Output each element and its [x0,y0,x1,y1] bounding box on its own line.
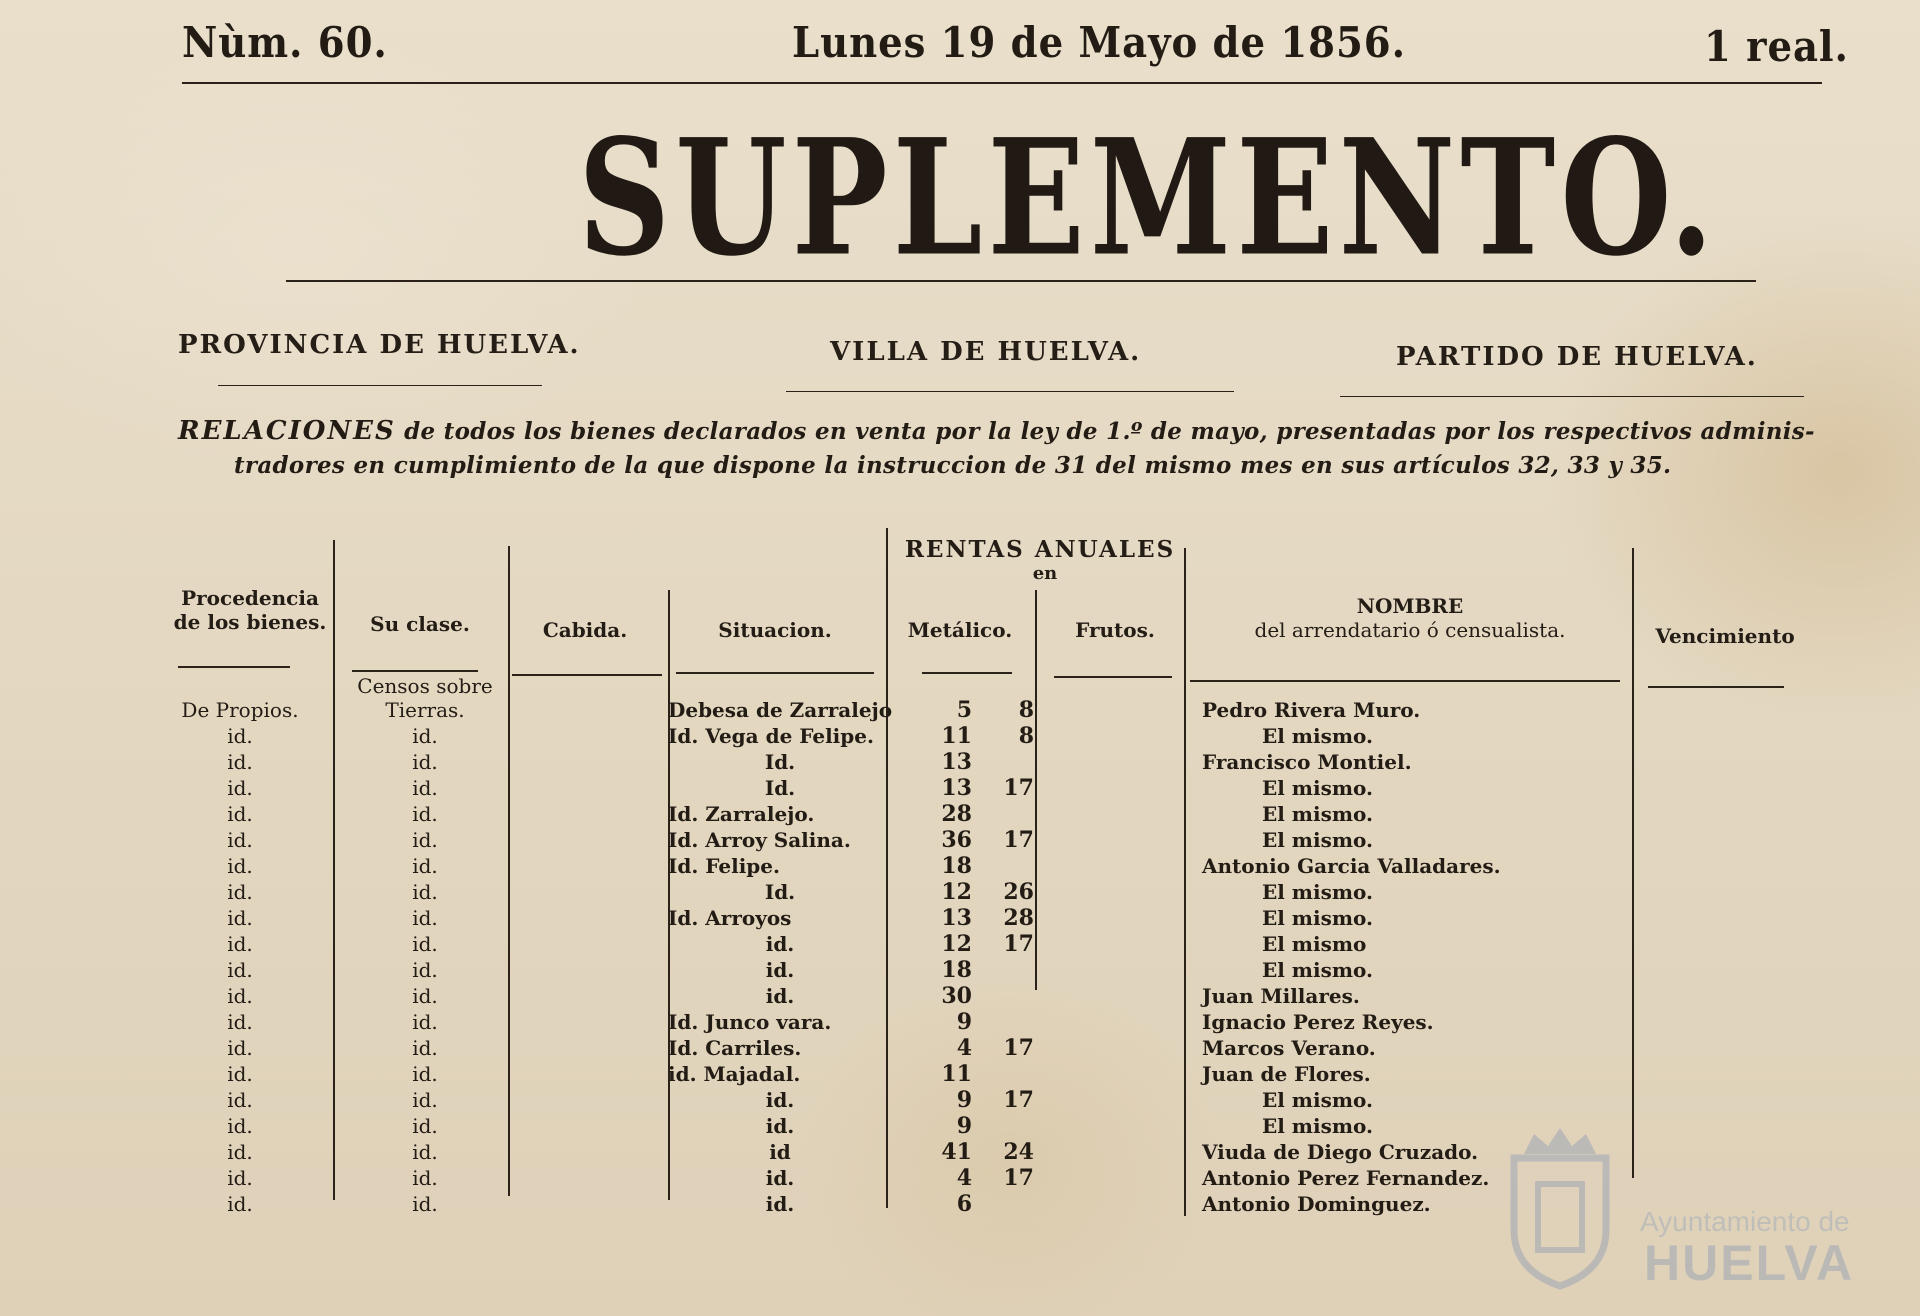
row-nombre: Antonio Perez Fernandez. [1202,1166,1490,1190]
row-metalico: 11 [941,723,972,749]
row-nombre: Antonio Dominguez. [1202,1192,1431,1216]
row-procedencia: id. [227,724,253,748]
row-procedencia: id. [227,932,253,956]
row-metalico: 5 [956,697,972,723]
row-metalico: 9 [956,1087,972,1113]
row-clase: id. [412,1010,438,1034]
header-procedencia [170,586,330,634]
row-nombre: El mismo. [1262,776,1373,800]
villa-heading: VILLA DE HUELVA. [830,337,1142,367]
watermark-line1: Ayuntamiento de [1640,1206,1850,1237]
clase-note-line2: Tierras. [385,698,465,722]
row-procedencia: id. [227,1036,253,1060]
provincia-heading: PROVINCIA DE HUELVA. [178,330,581,360]
header-underline [1054,676,1172,678]
header-situacion: Situacion. [718,618,832,642]
row-procedencia: id. [227,1010,253,1034]
row-procedencia: id. [227,776,253,800]
row-situacion: Id. Junco vara. [668,1010,832,1034]
header-underline [352,670,478,672]
row-procedencia: id. [227,1140,253,1164]
header-underline [178,666,290,668]
intro-paragraph [178,414,1838,483]
row-situacion: Id. [764,880,796,904]
row-situacion: Id. Carriles. [668,1036,802,1060]
row-situacion: id. Majadal. [668,1062,801,1086]
row-situacion: id. [765,932,795,956]
header-underline [676,672,874,674]
header-clase: Su clase. [370,612,470,636]
row-metalico-fraction: 8 [1018,697,1034,723]
column-divider [1632,548,1634,1178]
header-cabida: Cabida. [542,618,628,642]
header-nombre-line1: NOMBRE [1356,594,1464,618]
row-procedencia: id. [227,802,253,826]
row-nombre: El mismo. [1262,958,1373,982]
header-underline [1190,680,1620,682]
row-nombre: El mismo. [1262,802,1373,826]
row-metalico: 11 [941,1061,972,1087]
row-nombre: Francisco Montiel. [1202,750,1412,774]
header-rentas-line1: RENTAS ANUALES [904,536,1176,563]
header-procedencia-line2: de los bienes. [173,610,327,634]
row-procedencia: id. [227,984,253,1008]
intro-line-2: tradores en cumplimiento de la que dispone la instruccion de 31 del mismo mes en sus artículos 32, 33 y 35. [234,452,1672,479]
row-clase: id. [412,750,438,774]
row-clase: id. [412,1036,438,1060]
header-rentas [880,538,1200,586]
row-nombre: El mismo. [1262,906,1373,930]
row-nombre: Juan Millares. [1202,984,1360,1008]
row-metalico: 9 [956,1009,972,1035]
row-clase: id. [412,828,438,852]
row-situacion: id. [765,984,795,1008]
row-metalico: 12 [941,931,972,957]
row-clase: id. [412,802,438,826]
row-nombre: El mismo. [1262,828,1373,852]
row-clase: id. [412,776,438,800]
title-rule [286,280,1756,282]
row-metalico-fraction: 24 [1003,1139,1034,1165]
header-nombre-line2: del arrendatario ó censualista. [1254,618,1566,642]
row-nombre: Ignacio Perez Reyes. [1202,1010,1434,1034]
row-metalico-fraction: 28 [1003,905,1034,931]
row-situacion: id [769,1140,791,1164]
column-divider [1184,548,1186,1216]
column-divider [1035,590,1037,990]
row-metalico-fraction: 17 [1003,1165,1034,1191]
row-metalico: 13 [941,775,972,801]
header-metalico: Metálico. [907,618,1013,642]
provincia-underline [218,385,542,386]
row-clase: id. [412,1166,438,1190]
partido-underline [1340,396,1804,397]
row-nombre: Antonio Garcia Valladares. [1202,854,1501,878]
row-situacion: Id. [764,776,796,800]
row-nombre: El mismo. [1262,724,1373,748]
row-nombre: El mismo. [1262,1114,1373,1138]
row-procedencia: id. [227,750,253,774]
header-frutos: Frutos. [1075,618,1155,642]
intro-line-1: de todos los bienes declarados en venta por la ley de 1.º de mayo, presentadas por los respectivos adminis- [404,418,1815,445]
row-metalico: 13 [941,905,972,931]
row-metalico: 18 [941,853,972,879]
row-metalico: 4 [956,1035,972,1061]
row-clase: id. [412,1192,438,1216]
row-situacion: id. [765,1088,795,1112]
row-nombre: Marcos Verano. [1202,1036,1376,1060]
row-metalico-fraction: 17 [1003,1035,1034,1061]
issue-date: Lunes 19 de Mayo de 1856. [792,18,1406,67]
header-rentas-line2: en [1032,563,1058,584]
intro-lead: RELACIONES [178,416,396,446]
row-procedencia: id. [227,958,253,982]
row-situacion: id. [765,1192,795,1216]
row-nombre: Viuda de Diego Cruzado. [1202,1140,1479,1164]
row-clase: id. [412,1114,438,1138]
row-metalico: 9 [956,1113,972,1139]
row-clase: id. [412,984,438,1008]
watermark [1500,1110,1860,1310]
row-situacion: Debesa de Zarralejo [668,698,893,722]
row-nombre: El mismo [1262,932,1367,956]
row-situacion: id. [765,958,795,982]
page-title: SUPLEMENTO. [578,103,1719,292]
issue-number: Nùm. 60. [182,18,388,67]
row-metalico: 6 [956,1191,972,1217]
row-clase: id. [412,958,438,982]
row-metalico: 4 [956,1165,972,1191]
row-situacion: id. [765,1166,795,1190]
row-metalico: 41 [941,1139,972,1165]
header-underline [1648,686,1784,688]
row-clase: id. [412,1140,438,1164]
issue-price: 1 real. [1704,22,1849,71]
row-nombre: Juan de Flores. [1202,1062,1371,1086]
row-clase: id. [412,854,438,878]
row-procedencia: id. [227,1088,253,1112]
row-situacion: Id. Arroyos [668,906,792,930]
row-clase: id. [412,880,438,904]
header-vencimiento: Vencimiento [1655,624,1795,648]
row-metalico: 12 [941,879,972,905]
row-metalico-fraction: 17 [1003,931,1034,957]
header-procedencia-line1: Procedencia [181,586,319,610]
row-metalico-fraction: 17 [1003,1087,1034,1113]
row-procedencia: id. [227,1166,253,1190]
row-procedencia: id. [227,880,253,904]
watermark-line2: HUELVA [1644,1235,1855,1291]
row-metalico-fraction: 17 [1003,775,1034,801]
clase-note-line1: Censos sobre [357,674,493,698]
row-situacion: Id. Felipe. [668,854,780,878]
villa-underline [786,391,1234,392]
masthead-rule [182,82,1822,84]
row-clase: id. [412,906,438,930]
header-underline [512,674,662,676]
row-metalico-fraction: 17 [1003,827,1034,853]
row-procedencia: id. [227,828,253,852]
row-clase: id. [412,932,438,956]
row-procedencia: De Propios. [181,698,299,722]
header-underline [922,672,1012,674]
row-clase: id. [412,1088,438,1112]
row-procedencia: id. [227,1114,253,1138]
row-nombre: El mismo. [1262,1088,1373,1112]
coat-of-arms-icon [1500,1120,1620,1290]
row-metalico-fraction: 8 [1018,723,1034,749]
row-metalico: 13 [941,749,972,775]
partido-heading: PARTIDO DE HUELVA. [1396,342,1758,372]
row-situacion: id. [765,1114,795,1138]
row-metalico: 30 [941,983,972,1009]
row-clase: id. [412,1062,438,1086]
row-nombre: Pedro Rivera Muro. [1202,698,1421,722]
header-nombre [1190,594,1630,642]
row-metalico: 18 [941,957,972,983]
row-situacion: Id. Arroy Salina. [668,828,851,852]
row-situacion: Id. [764,750,796,774]
row-procedencia: id. [227,854,253,878]
column-divider [333,540,335,1200]
row-procedencia: id. [227,1062,253,1086]
row-metalico-fraction: 26 [1003,879,1034,905]
row-procedencia: id. [227,906,253,930]
row-procedencia: id. [227,1192,253,1216]
row-clase: id. [412,724,438,748]
row-situacion: Id. Vega de Felipe. [668,724,874,748]
row-situacion: Id. Zarralejo. [668,802,815,826]
row-metalico: 28 [941,801,972,827]
row-nombre: El mismo. [1262,880,1373,904]
row-metalico: 36 [941,827,972,853]
